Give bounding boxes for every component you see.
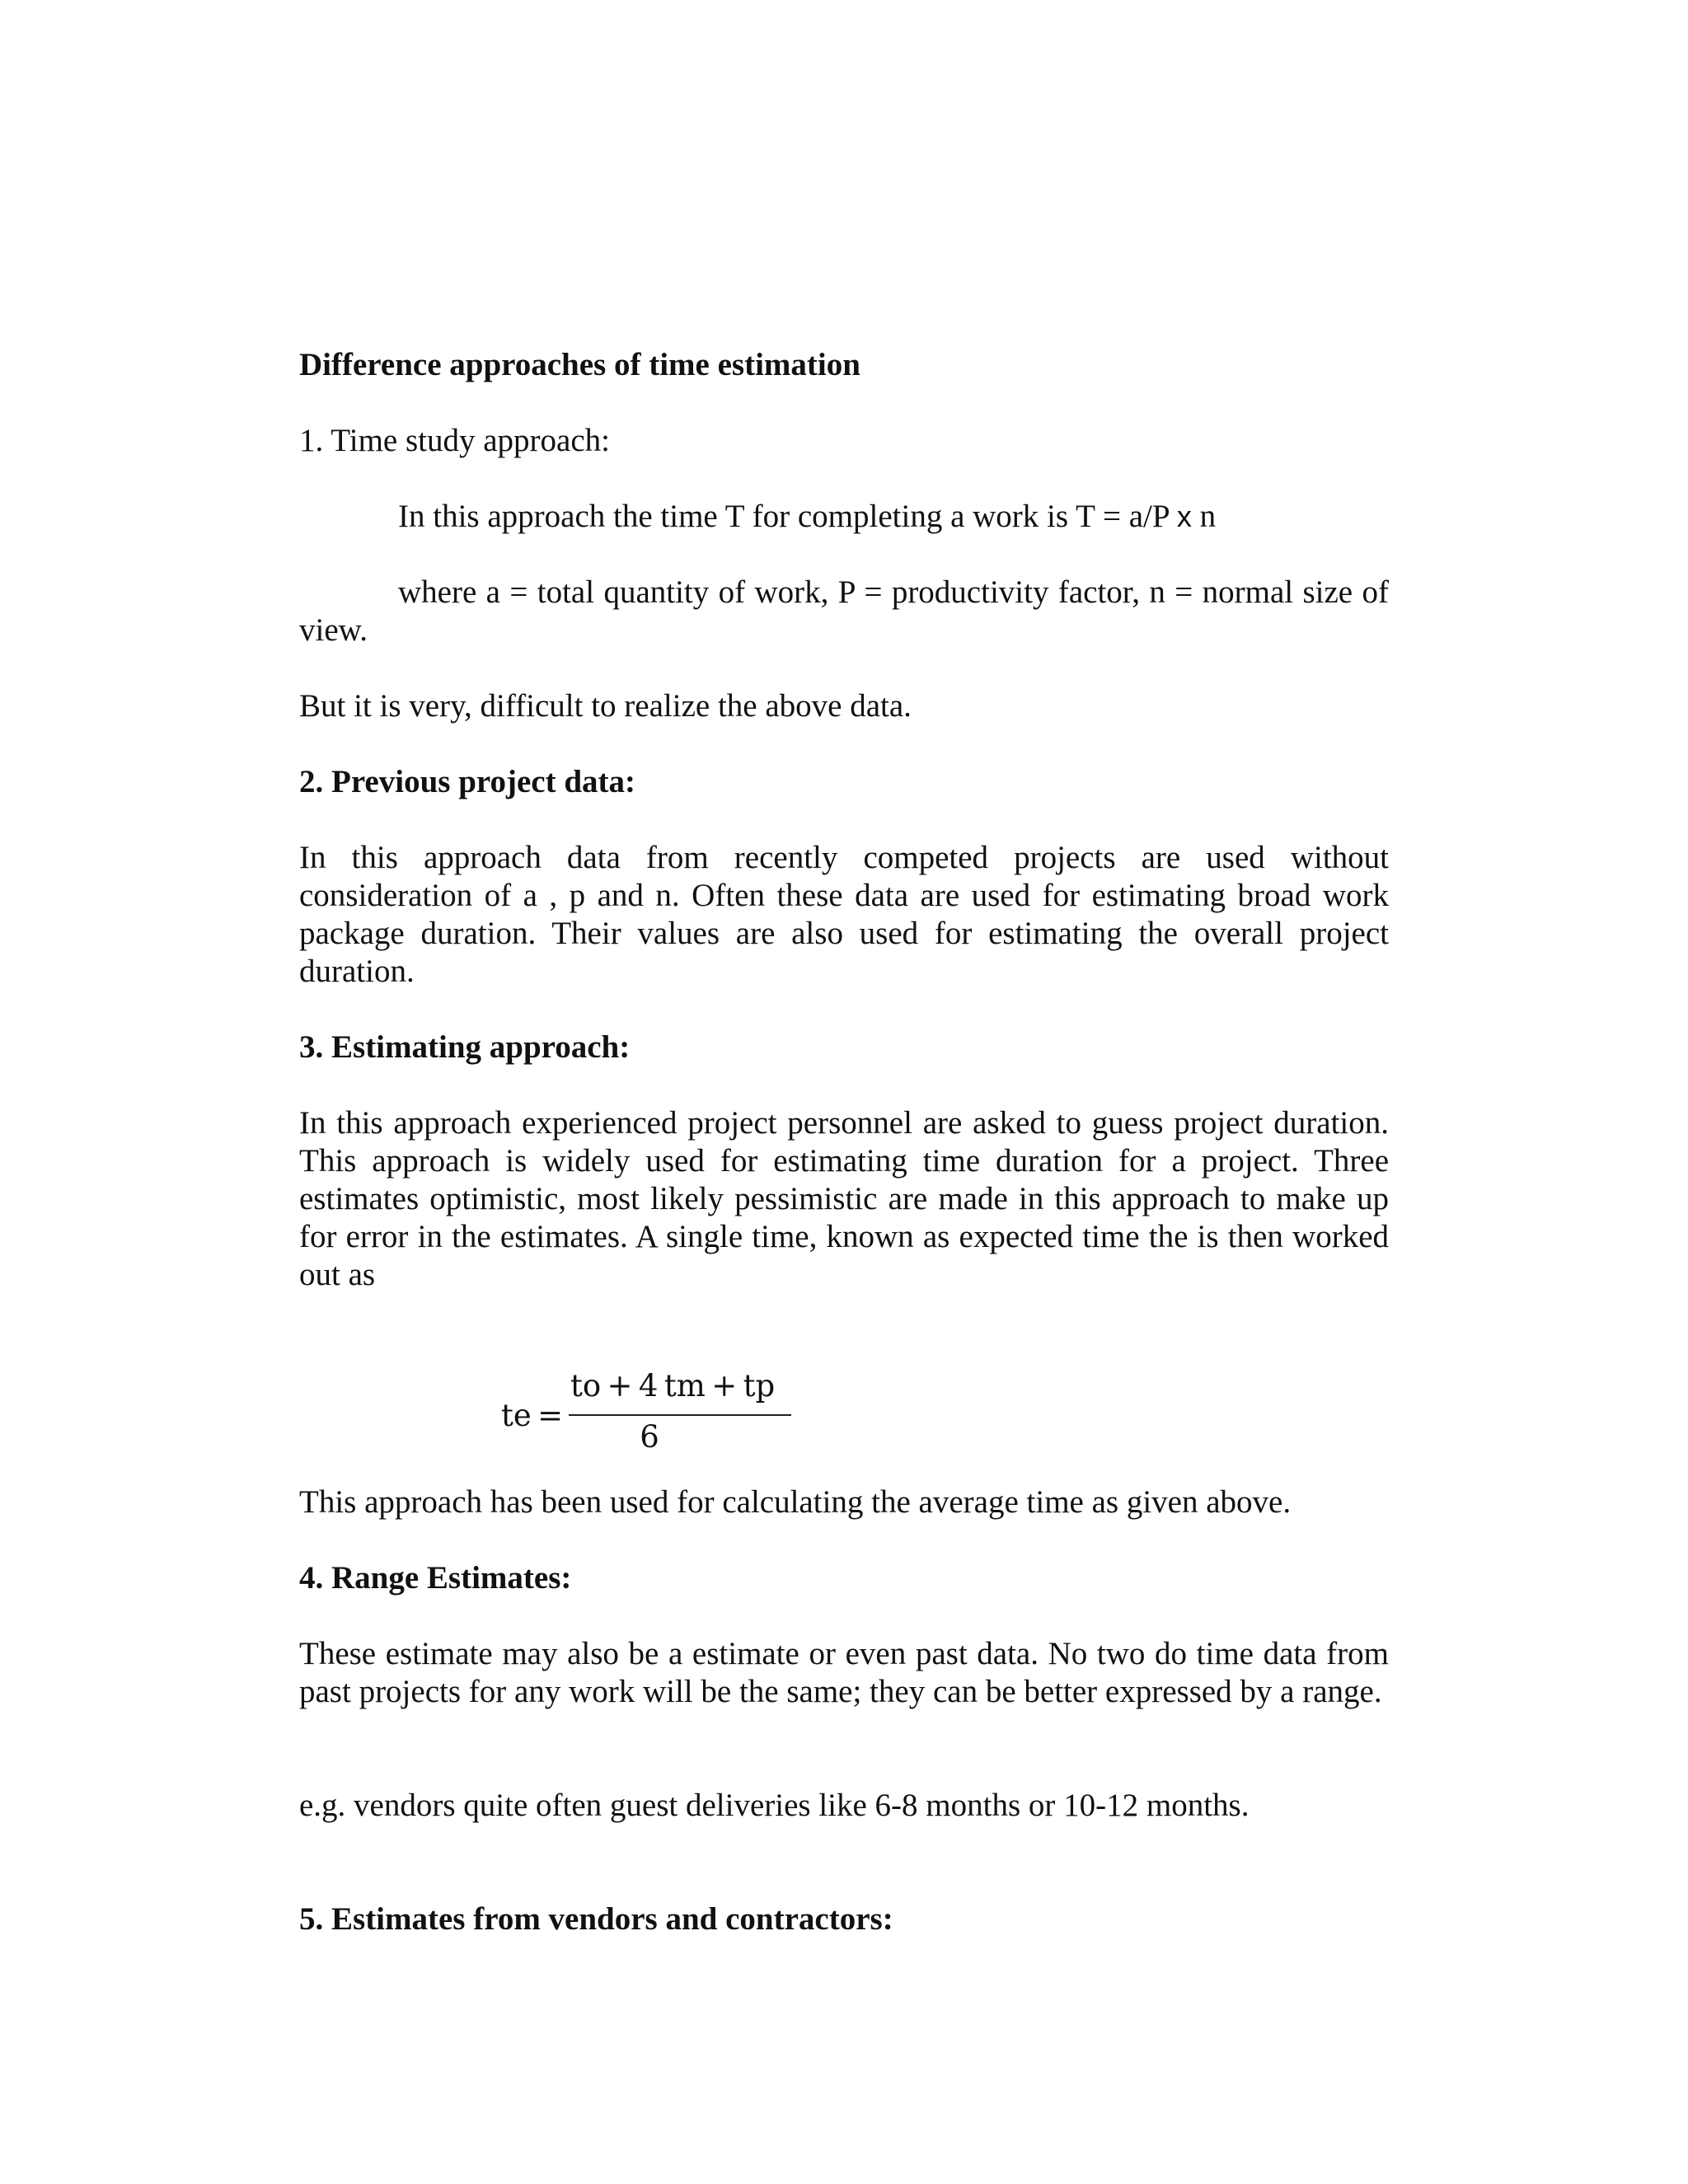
formula-text-after: n (1191, 499, 1217, 534)
multiply-sign: x (1176, 499, 1192, 533)
section-4-example: e.g. vendors quite often guest deliveries like 6-8 months or 10-12 months. (299, 1788, 1250, 1823)
section-4-title: 4. Range Estimates: (299, 1560, 572, 1596)
section-3-after-text: This approach has been used for calculating the average time as given above. (299, 1484, 1292, 1520)
expected-time-formula (501, 1368, 798, 1467)
formula-lhs: te = (501, 1398, 564, 1433)
formula-text-before: In this approach the time T for completing a work is T = a/P (398, 499, 1177, 534)
section-1-formula-line (398, 498, 1216, 536)
section-5-title: 5. Estimates from vendors and contractors: (299, 1901, 893, 1937)
fraction-bar (569, 1414, 791, 1416)
formula-denominator: 6 (640, 1419, 659, 1455)
section-4-paragraph: These estimate may also be a estimate or even past data. No two do time data from past projects for any work will be the same; they can be better expressed by a range. (299, 1636, 1389, 1709)
section-2-paragraph: In this approach data from recently competed projects are used without consideration of a , p and n. Often these data are used for estimating broad work package duration. Their values are also used for estimating the overall project duration. (299, 840, 1389, 989)
section-1-note: But it is very, difficult to realize the above data. (299, 688, 912, 724)
document-page (299, 0, 1389, 2184)
section-3-paragraph: In this approach experienced project personnel are asked to guess project duration. This approach is widely used for estimating time duration for a project. Three estimates optimistic, most likely pessimistic are made in this approach to make up for error in the estimates. A single time, known as expected time the is then worked out as (299, 1105, 1389, 1292)
document-heading: Difference approaches of time estimation (299, 347, 860, 382)
section-1-where-paragraph: where a = total quantity of work, P = productivity factor, n = normal size of view. (299, 574, 1389, 648)
section-1-title: 1. Time study approach: (299, 423, 610, 458)
section-2-title: 2. Previous project data: (299, 764, 635, 799)
section-3-title: 3. Estimating approach: (299, 1029, 631, 1065)
formula-numerator: to + 4 tm + tp (570, 1368, 776, 1404)
